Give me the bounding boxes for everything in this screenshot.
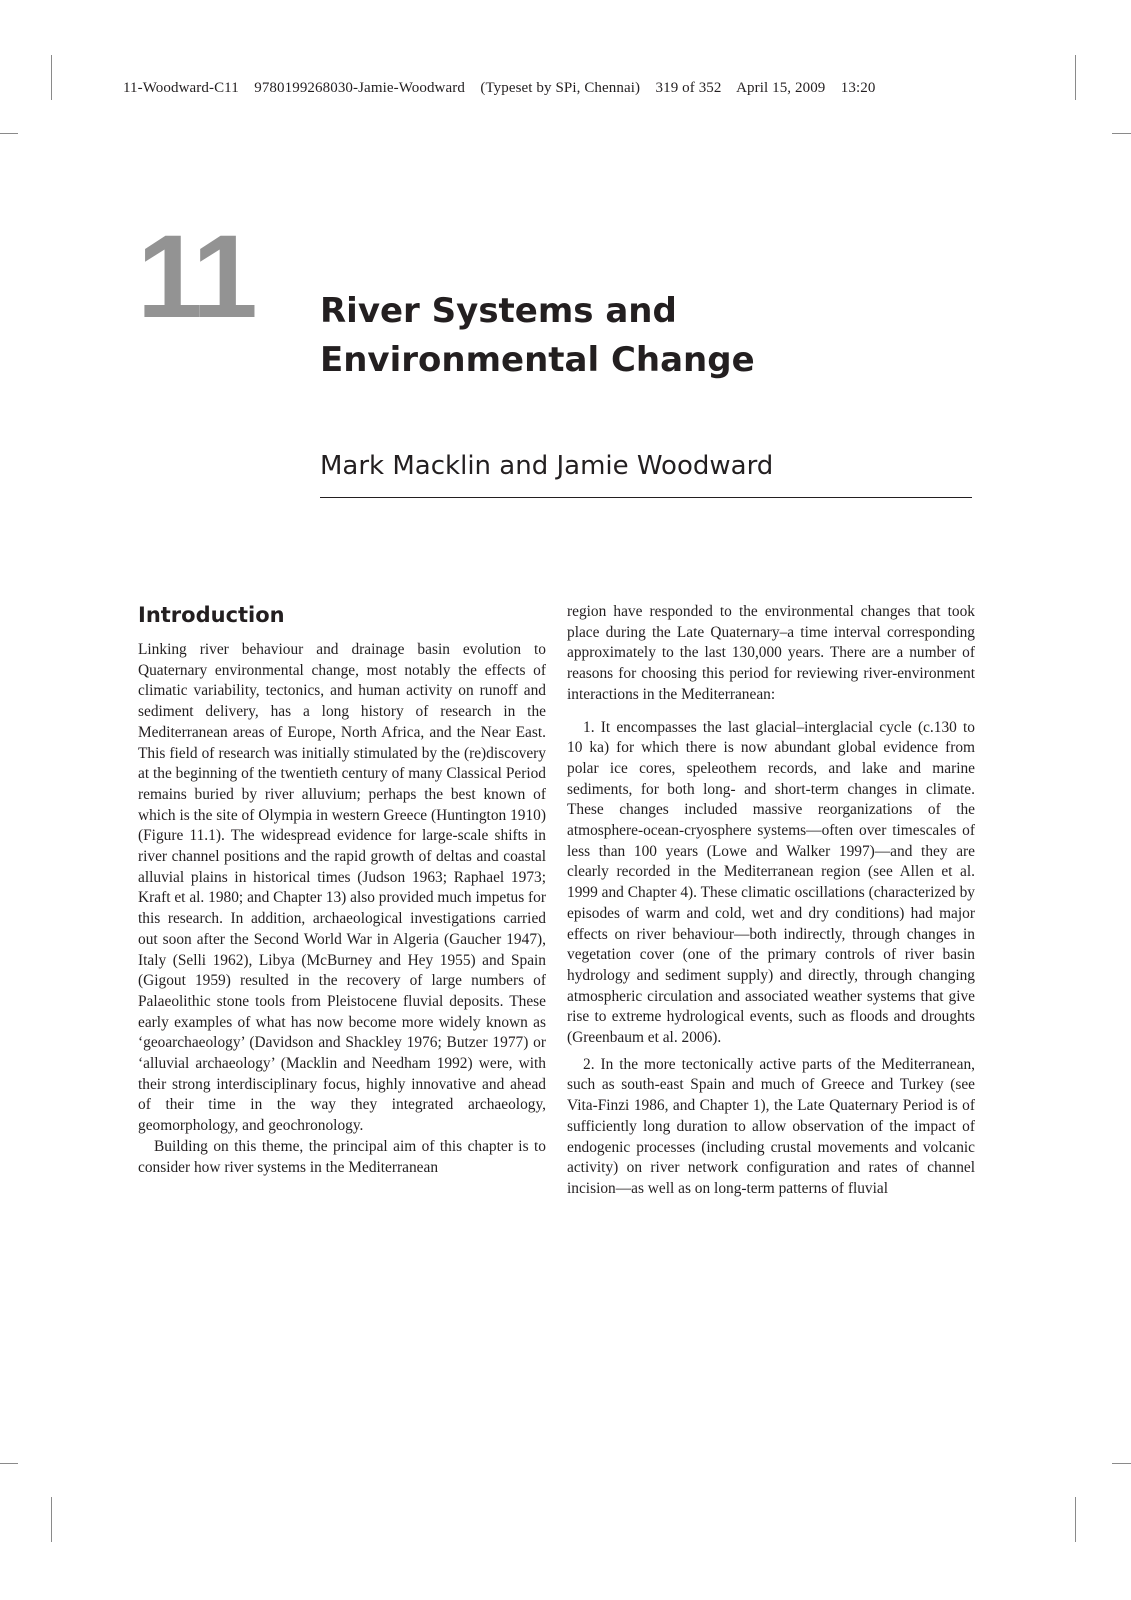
left-column bbox=[138, 602, 546, 1178]
chapter-title bbox=[320, 287, 755, 385]
intro-paragraph-3: region have responded to the environmental changes that took place during the Late Quaternary–a time interval corresponding approximately to the last 130,000 years. There are a number of reasons for choosing this period for reviewing river-environment interactions in the Mediterranean: bbox=[567, 603, 975, 703]
running-head: 11-Woodward-C11 9780199268030-Jamie-Woodward (Typeset by SPi, Chennai) 319 of 352 April 15, 2009 13:20 bbox=[123, 80, 876, 96]
author-divider bbox=[320, 497, 972, 498]
crop-mark-top-right bbox=[1075, 55, 1076, 100]
crop-mark-top-left-h bbox=[0, 133, 18, 134]
section-heading-introduction: Introduction bbox=[138, 603, 285, 627]
crop-mark-bottom-left bbox=[51, 1497, 52, 1542]
crop-mark-top-left bbox=[51, 55, 52, 100]
intro-paragraph-2: Building on this theme, the principal aim of this chapter is to consider how river systems in the Mediterranean bbox=[138, 1137, 546, 1176]
crop-mark-bottom-left-h bbox=[0, 1463, 18, 1464]
reason-list-item-1: 1. It encompasses the last glacial–interglacial cycle (c.130 to 10 ka) for which there is now abundant global evidence from polar ice cores, speleothem records, and lake and marine sediments, for both long- and short-term changes in climate. These changes included massive reorganizations of the atmosphere-ocean-cryosphere systems—often over timescales of less than 100 years (Lowe and Walker 1997)—and they are clearly recorded in the Mediterranean region (see Allen et al. 1999 and Chapter 4). These climatic oscillations (characterized by episodes of warm and cold, wet and dry conditions) had major effects on river behaviour—both indirectly, through changes in vegetation cover (one of the primary controls of river basin hydrology and sediment supply) and directly, through changing atmospheric circulation and associated weather systems that give rise to extreme hydrological events, such as floods and droughts (Greenbaum et al. 2006). bbox=[567, 718, 975, 1047]
chapter-title-line-1: River Systems and bbox=[320, 291, 677, 331]
chapter-authors: Mark Macklin and Jamie Woodward bbox=[320, 451, 774, 481]
crop-mark-bottom-right-h bbox=[1112, 1463, 1131, 1464]
crop-mark-bottom-right bbox=[1075, 1497, 1076, 1542]
chapter-number: 11 bbox=[137, 211, 254, 343]
chapter-title-line-2: Environmental Change bbox=[320, 340, 755, 380]
reason-list-item-2: 2. In the more tectonically active parts of the Mediterranean, such as south-east Spain and much of Greece and Turkey (see Vita-Finzi 1986, and Chapter 1), the Late Quaternary Period is of sufficiently long duration to allow observation of the impact of endogenic processes (including crustal movements and volcanic activity) on river network configuration and rates of channel incision—as well as on long-term patterns of fluvial bbox=[567, 1055, 975, 1197]
crop-mark-top-right-h bbox=[1112, 133, 1131, 134]
right-column bbox=[567, 602, 975, 1200]
intro-paragraph-1: Linking river behaviour and drainage basin evolution to Quaternary environmental change, most notably the effects of climatic variability, tectonics, and human activity on runoff and sediment delivery, has a long history of research in the Mediterranean areas of Europe, North Africa, and the Near East. This field of research was initially stimulated by the (re)discovery at the beginning of the twentieth century of many Classical Period remains buried by river alluvium; perhaps the best known of which is the site of Olympia in western Greece (Huntington 1910) (Figure 11.1). The widespread evidence for large-scale shifts in river channel positions and the rapid growth of deltas and coastal alluvial plains in historical times (Judson 1963; Raphael 1973; Kraft et al. 1980; and Chapter 13) also provided much impetus for this research. In addition, archaeological investigations carried out soon after the Second World War in Algeria (Gaucher 1947), Italy (Selli 1962), Libya (McBurney and Hey 1955) and Spain (Gigout 1959) resulted in the recovery of large numbers of Palaeolithic stone tools from Pleistocene fluvial deposits. These early examples of what has now become more widely known as ‘geoarchaeology’ (Davidson and Shackley 1976; Butzer 1977) or ‘alluvial archaeology’ (Macklin and Needham 1992) were, with their strong interdisciplinary focus, highly innovative and ahead of their time in the way they integrated archaeology, geomorphology, and geochronology. bbox=[138, 641, 546, 1135]
